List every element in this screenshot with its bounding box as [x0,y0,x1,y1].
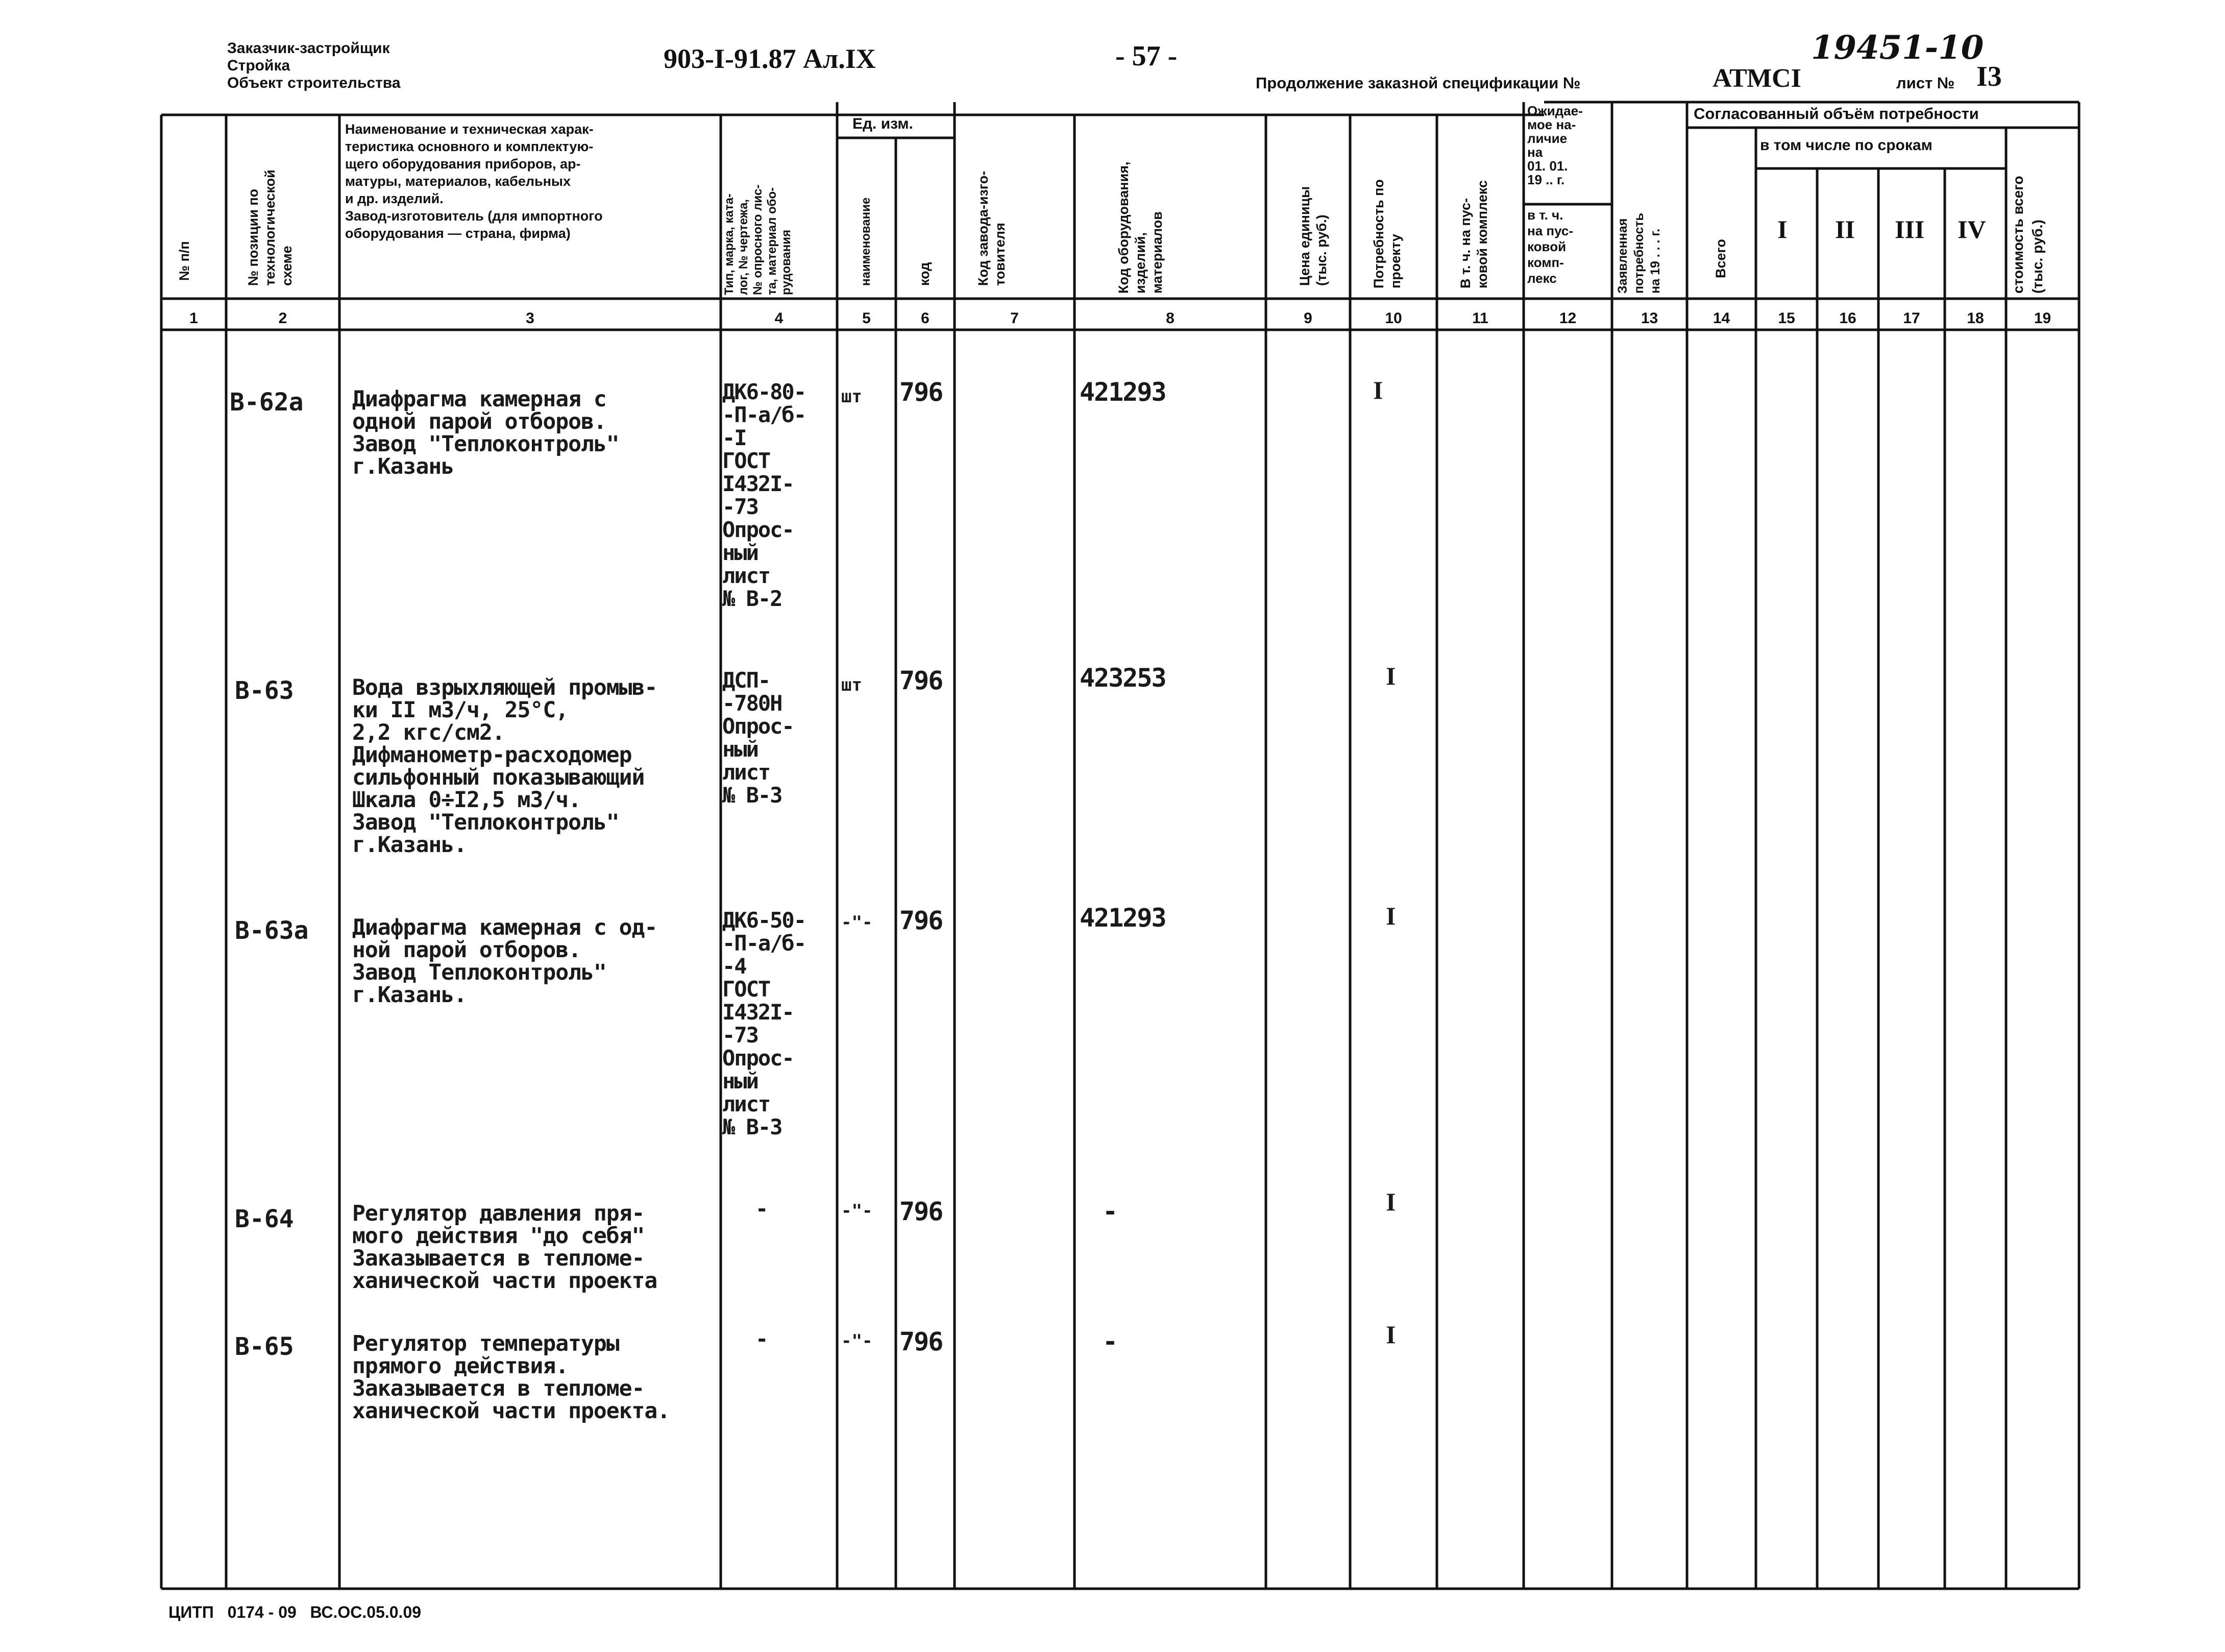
header-expected-line: Ожидае- [1527,103,1583,118]
header-expected-line: личие [1527,131,1568,146]
header-demand [1371,179,1404,288]
document-code: 903-I-91.87 Ал.IX [664,43,876,74]
header-demand-line: Потребность по [1371,179,1386,288]
row-equipment-code: 421293 [1080,377,1166,407]
handwritten-code: 19451-10 [1811,29,1984,67]
header-equipment-code [1115,162,1166,294]
specification-number: АТМСI [1713,64,1801,93]
header-type-line: № опросного лис- [751,184,765,295]
row-position: В-63 [235,676,294,705]
header-plant-code [975,171,1009,286]
header-type-line: та, материал обо- [765,187,779,295]
header-equipment-code-line: Код оборудования, [1116,161,1131,294]
row-demand: I [1386,902,1396,930]
row-type: - [755,1196,768,1221]
header-name-line: Завод-изготовитель (для импортного [345,208,603,224]
header-plant-code-line: Код завода-изго- [975,171,991,286]
row-type: ДСП- -780Н Опрос- ный лист № В-3 [722,668,794,808]
customer-line: Заказчик-застройщик [227,40,390,57]
row-unit-code: 796 [899,377,943,407]
column-number: 1 [189,310,198,327]
header-startup-line: В т. ч. на пус- [1458,198,1473,288]
row-position: В-63а [235,916,309,945]
header-unit-code: код [917,262,932,286]
header-expected-startup [1527,207,1573,286]
header-expected-line: 01. 01. [1527,158,1568,174]
quarter-3: III [1895,215,1925,244]
header-equipment-code-line: изделий, [1133,232,1148,294]
header-expected-startup-line: лекс [1527,271,1557,286]
row-unit-code: 796 [899,1327,943,1356]
column-number: 4 [774,310,784,327]
row-name: Диафрагма камерная с од- ной парой отборов. Завод Теплоконтроль" г.Казань. [352,915,657,1008]
customer-line: Объект строительства [227,75,401,91]
header-position: № позиции по технологической схеме [246,169,295,286]
column-number: 10 [1385,310,1402,327]
header-startup-line: ковой комплекс [1475,180,1490,288]
column-number: 18 [1967,310,1984,327]
header-unit-name: наименование [859,197,873,286]
header-by-terms: в том числе по срокам [1760,137,1933,154]
column-number: 6 [921,310,930,327]
header-declared-line: Заявленная [1616,218,1630,294]
header-expected-startup-line: в т. ч. [1527,207,1563,223]
header-agreed-group: Согласованный объём потребности [1694,105,1979,123]
header-declared [1615,213,1664,294]
column-number: 2 [278,310,287,327]
quarter-1: I [1777,215,1788,244]
header-type [722,185,794,295]
header-expected-line: 19 .. г. [1527,172,1565,187]
quarter-2: II [1835,215,1855,244]
row-name: Регулятор давления пря- мого действия "до себя" Заказывается в тепломе- ханической части проекта [352,1201,657,1294]
row-demand: I [1386,1320,1396,1349]
column-number: 12 [1559,310,1577,327]
header-unit-price [1297,186,1330,286]
header-expected-startup-line: на пус- [1527,223,1574,238]
row-name: Диафрагма камерная с одной парой отборов. Завод "Теплоконтроль" г.Казань [352,386,619,479]
row-type: - [755,1326,768,1351]
header-unit-price-line: (тыс. руб.) [1314,214,1329,286]
row-name: Регулятор температуры прямого действия. Заказывается в тепломе- ханической части проекта. [352,1331,670,1424]
header-cost-line: стоимость всего [2010,176,2026,294]
column-number: 8 [1166,310,1175,327]
column-number: 16 [1839,310,1856,327]
row-unit-code: 796 [899,906,943,935]
row-position: В-65 [235,1332,294,1361]
column-number: 11 [1472,310,1488,327]
header-type-line: рудования [779,229,793,295]
page-number: - 57 - [1115,40,1178,72]
row-unit: -"- [841,912,873,933]
sheet-label: лист № [1896,74,1955,92]
specification-label: Продолжение заказной спецификации № [1256,74,1581,92]
quarter-4: IV [1958,215,1986,244]
row-unit: шт [841,386,862,407]
header-expected [1527,104,1583,187]
header-cost-line: (тыс. руб.) [2030,220,2045,294]
row-type: ДК6-80- -П-а/б- -I ГОСТ I432I- -73 Опрос- ный лист № В-2 [722,379,806,611]
row-name: Вода взрыхляющей промыв- ки II м3/ч, 25°С, 2,2 кгс/см2. Дифманометр-расходомер сильфонный показывающий Шкала 0÷I2,5 м3/ч. Завод "Теплоконтроль" г.Казань. [352,675,657,858]
column-number: 17 [1903,310,1920,327]
row-equipment-code: - [1103,1327,1117,1356]
row-unit: шт [841,675,862,695]
header-demand-line: проекту [1388,234,1403,288]
header-expected-startup-line: ковой [1527,239,1567,254]
column-number: 7 [1010,310,1019,327]
header-name-line: матуры, материалов, кабельных [345,174,571,189]
header-expected-line: на [1527,144,1543,160]
sheet-number: I3 [1976,61,2002,92]
header-name-line: теристика основного и комплектую- [345,139,594,154]
column-number: 5 [862,310,871,327]
row-equipment-code: - [1103,1197,1117,1226]
header-expected-startup-line: комп- [1527,255,1564,270]
customer-line: Стройка [227,57,290,74]
footer-code: ЦИТП 0174 - 09 ВС.ОС.05.0.09 [168,1603,422,1621]
header-unit-group: Ед. изм. [852,115,913,132]
row-type: ДК6-50- -П-а/б- -4 ГОСТ I432I- -73 Опрос- ный лист № В-3 [722,908,806,1139]
header-name-line: щего оборудования приборов, ар- [345,156,581,172]
column-number: 13 [1641,310,1658,327]
header-declared-line: потребность [1632,213,1646,294]
header-name-line: оборудования — страна, фирма) [345,226,571,241]
row-unit: -"- [841,1201,873,1221]
header-declared-line: на 19 . . . г. [1648,228,1662,294]
header-name-line: и др. изделий. [345,191,444,206]
header-expected-line: мое на- [1527,117,1576,132]
header-cost [2009,176,2047,294]
header-unit-price-line: Цена единицы [1297,186,1312,286]
header-type-line: лог, № чертежа, [737,199,750,295]
header-plant-code-line: товителя [992,223,1008,286]
row-position: В-64 [235,1205,294,1233]
row-equipment-code: 423253 [1080,663,1166,693]
header-total: Всего [1713,239,1728,278]
header-name-line: Наименование и техническая харак- [345,122,594,137]
row-equipment-code: 421293 [1080,903,1166,933]
header-type-line: Тип, марка, ката- [722,193,736,295]
row-demand: I [1386,662,1396,690]
column-number: 19 [2034,310,2051,327]
column-number: 15 [1778,310,1795,327]
header-equipment-code-line: материалов [1150,211,1165,294]
header-name-block [345,120,720,242]
row-unit-code: 796 [899,666,943,695]
header-row-number: № п/п [177,241,192,281]
header-startup [1457,180,1491,288]
column-number: 3 [526,310,534,327]
column-number: 14 [1713,310,1730,327]
row-position: В-62а [230,388,304,417]
row-demand: I [1386,1187,1396,1216]
row-unit-code: 796 [899,1197,943,1226]
row-unit: -"- [841,1331,873,1351]
column-number: 9 [1304,310,1312,327]
row-demand: I [1373,376,1383,404]
